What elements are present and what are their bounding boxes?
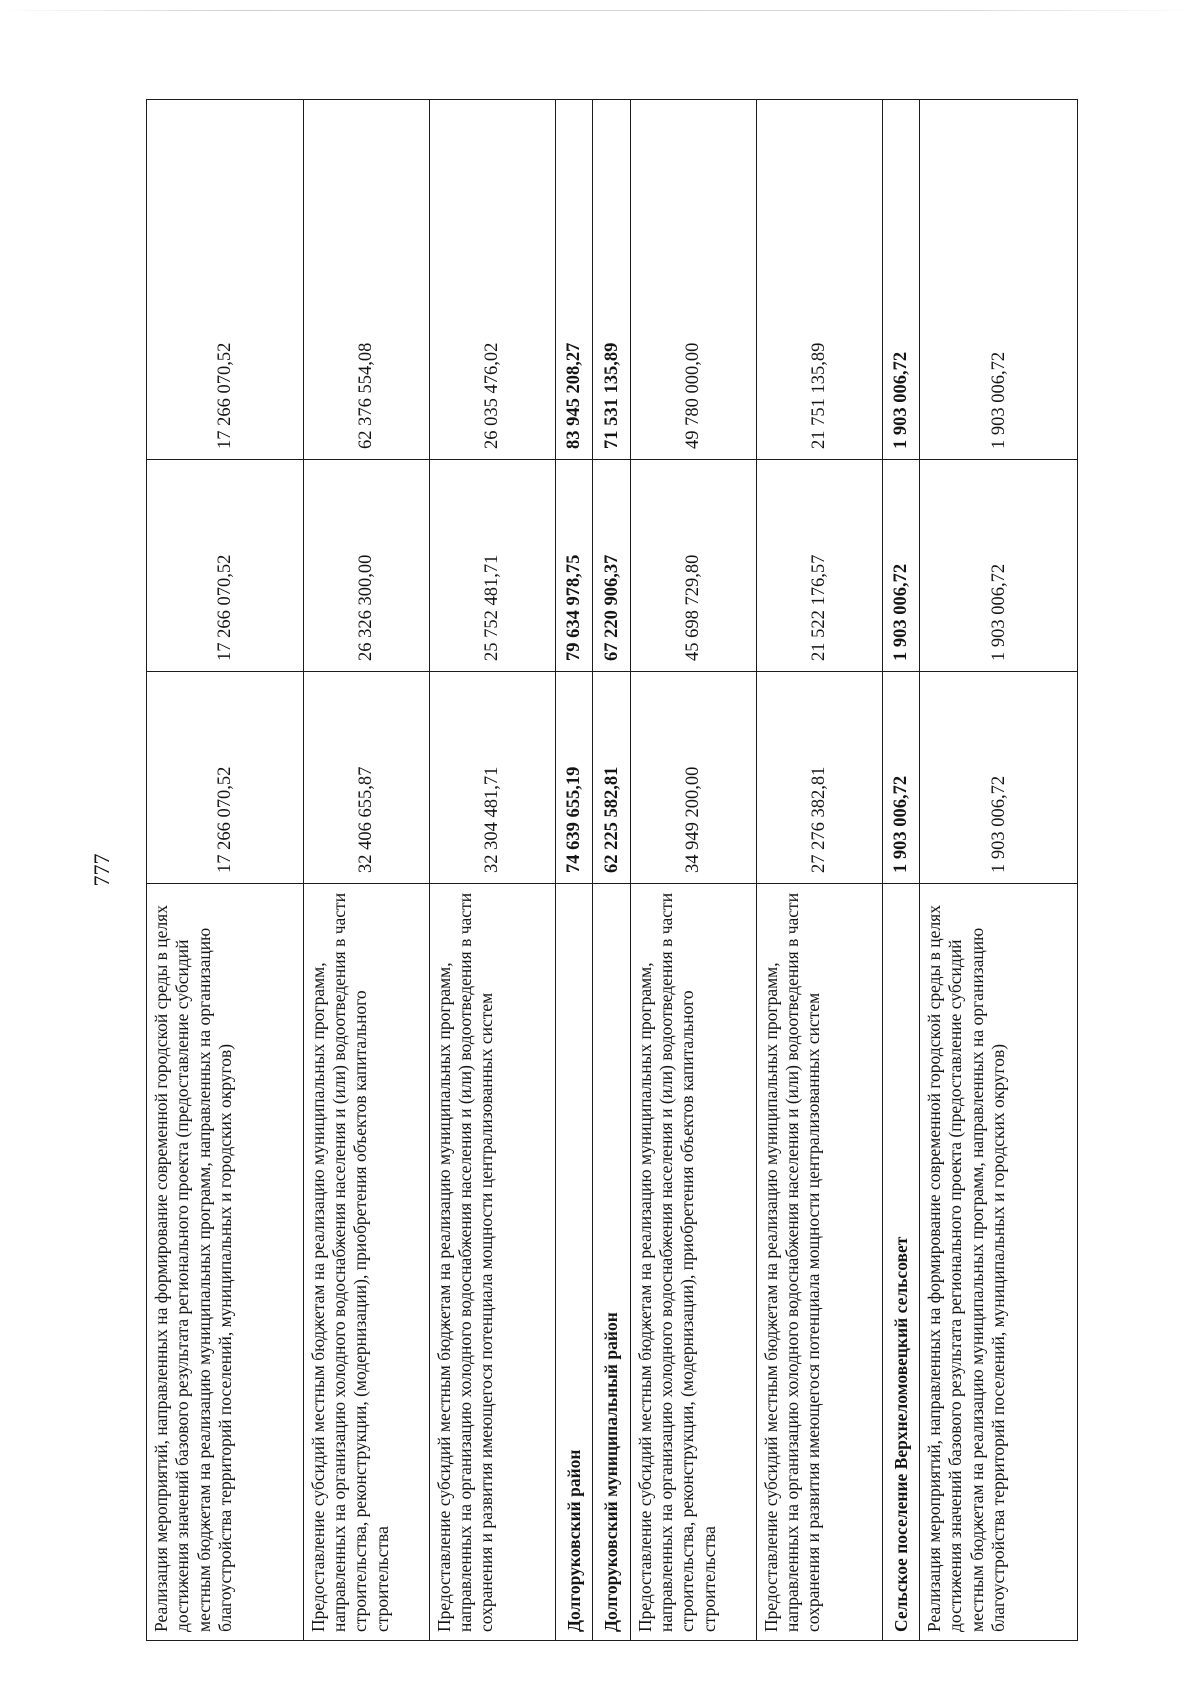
- table-row: [756, 100, 882, 1641]
- rotated-table-frame: [146, 100, 1078, 1641]
- table-row: [920, 100, 1078, 1641]
- row-description: Долгоруковский муниципальный район: [593, 884, 630, 1641]
- row-description: Предоставление субсидий местным бюджетам на реализацию муниципальных программ, направленных на организацию холодного водоснабжения населения и (или) водоотведения в части строительства, реконструкции, (модернизации), приобретения объектов капитального строительства: [303, 884, 429, 1641]
- value-year-3: 21 751 135,89: [756, 100, 882, 460]
- value-year-3: 49 780 000,00: [630, 100, 756, 460]
- total-row: [593, 100, 630, 1641]
- row-description: Реализация мероприятий, направленных на формирование современной городской среды в целях достижения значений базового результата регионального проекта (предоставление субсидий местным бюджетам на реализацию муниципальных программ, направленных на организацию благоустройства территорий поселений, муниципальных и городских округов): [920, 884, 1078, 1641]
- total-row: [882, 100, 919, 1641]
- value-year-2: 1 903 006,72: [882, 460, 919, 672]
- value-year-1: 17 266 070,52: [147, 672, 304, 884]
- row-description: Сельское поселение Верхнеломовецкий сельсовет: [882, 884, 919, 1641]
- value-year-3: 17 266 070,52: [147, 100, 304, 460]
- value-year-2: 67 220 906,37: [593, 460, 630, 672]
- value-year-2: 45 698 729,80: [630, 460, 756, 672]
- value-year-1: 62 225 582,81: [593, 672, 630, 884]
- value-year-1: 1 903 006,72: [882, 672, 919, 884]
- row-description: Предоставление субсидий местным бюджетам на реализацию муниципальных программ, направленных на организацию холодного водоснабжения населения и (или) водоотведения в части строительства, реконструкции, (модернизации), приобретения объектов капитального строительства: [630, 884, 756, 1641]
- value-year-1: 34 949 200,00: [630, 672, 756, 884]
- value-year-2: 21 522 176,57: [756, 460, 882, 672]
- value-year-3: 62 376 554,08: [303, 100, 429, 460]
- budget-table: [146, 99, 1078, 1641]
- budget-table-container: [146, 100, 1078, 1641]
- value-year-1: 74 639 655,19: [555, 672, 592, 884]
- table-row: [147, 100, 304, 1641]
- row-description: Долгоруковский район: [555, 884, 592, 1641]
- value-year-3: 83 945 208,27: [555, 100, 592, 460]
- scan-edge-line: [0, 10, 1200, 11]
- value-year-1: 27 276 382,81: [756, 672, 882, 884]
- value-year-2: 1 903 006,72: [920, 460, 1078, 672]
- value-year-1: 32 304 481,71: [429, 672, 555, 884]
- total-row: [555, 100, 592, 1641]
- value-year-3: 26 035 476,02: [429, 100, 555, 460]
- table-row: [303, 100, 429, 1641]
- value-year-3: 1 903 006,72: [882, 100, 919, 460]
- page-number: 777: [89, 853, 114, 887]
- row-description: Реализация мероприятий, направленных на формирование современной городской среды в целях достижения значений базового результата регионального проекта (предоставление субсидий местным бюджетам на реализацию муниципальных программ, направленных на организацию благоустройства территорий поселений, муниципальных и городских округов): [147, 884, 304, 1641]
- value-year-1: 32 406 655,87: [303, 672, 429, 884]
- value-year-2: 17 266 070,52: [147, 460, 304, 672]
- row-description: Предоставление субсидий местным бюджетам на реализацию муниципальных программ, направленных на организацию холодного водоснабжения населения и (или) водоотведения в части сохранения и развития имеющегося потенциала мощности централизованных систем: [429, 884, 555, 1641]
- table-row: [429, 100, 555, 1641]
- value-year-2: 79 634 978,75: [555, 460, 592, 672]
- value-year-3: 71 531 135,89: [593, 100, 630, 460]
- table-row: [630, 100, 756, 1641]
- value-year-3: 1 903 006,72: [920, 100, 1078, 460]
- value-year-2: 26 326 300,00: [303, 460, 429, 672]
- value-year-2: 25 752 481,71: [429, 460, 555, 672]
- row-description: Предоставление субсидий местным бюджетам на реализацию муниципальных программ, направленных на организацию холодного водоснабжения населения и (или) водоотведения в части сохранения и развития имеющегося потенциала мощности централизованных систем: [756, 884, 882, 1641]
- value-year-1: 1 903 006,72: [920, 672, 1078, 884]
